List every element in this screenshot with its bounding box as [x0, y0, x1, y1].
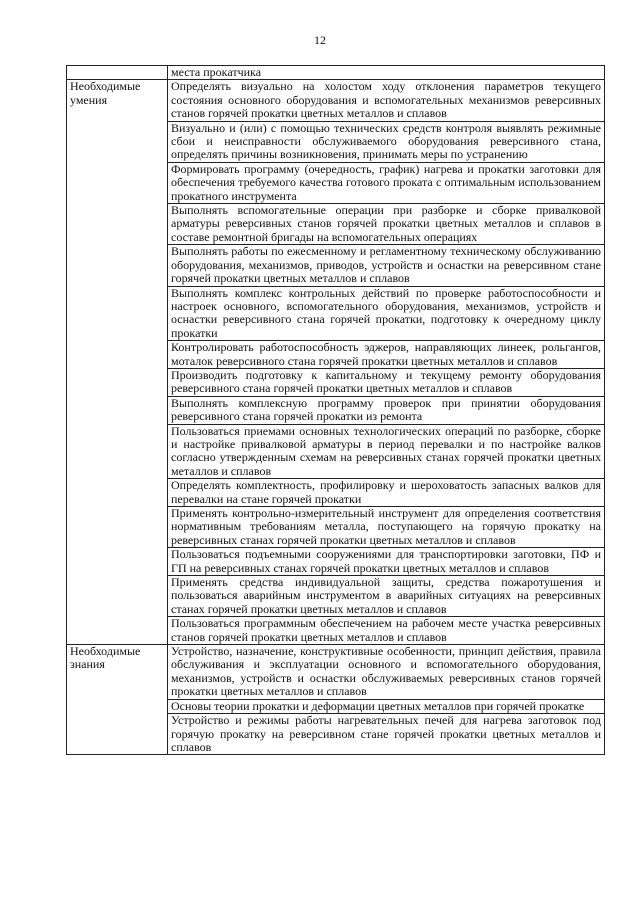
requirement-item: Контролировать работоспособность эджеров, направляющих линеек, рольгангов, моталок реверсивного стана горячей прокатки цветных металлов и сплавов — [168, 341, 605, 369]
table-row — [67, 645, 605, 700]
requirement-item: Устройство и режимы работы нагревательных печей для нагрева заготовок под горячую прокатку на реверсивном стане горячей прокатки цветных металлов и сплавов — [168, 714, 605, 755]
requirement-item: Пользоваться приемами основных технологических операций по разборке, сборке и настройке привалковой арматуры в период перевалки и по настройке валков согласно утвержденным схемам на реверсивных станах горячей прокатки цветных металлов и сплавов — [168, 424, 605, 479]
requirement-item: Устройство, назначение, конструктивные особенности, принцип действия, правила обслуживания и эксплуатации основного и вспомогательного оборудования, механизмов, устройств и оснастки обслуживаемых реверсивных станов горячей прокатки цветных металлов и сплавов — [168, 645, 605, 700]
section-label — [67, 66, 168, 80]
requirements-table-body — [67, 66, 605, 755]
page-number: 12 — [314, 33, 326, 47]
requirement-item: Выполнять комплекс контрольных действий по проверке работоспособности и настроек основного, вспомогательного оборудования, механизмов, устройств и оснастки реверсивного стана горячей прокатки, подготовку к очередному циклу прокатки — [168, 286, 605, 341]
requirement-item: Выполнять комплексную программу проверок при принятии оборудования реверсивного стана горячей прокатки из ремонта — [168, 396, 605, 424]
requirement-item: Пользоваться подъемными сооружениями для транспортировки заготовки, ПФ и ГП на реверсивных станах горячей прокатки цветных металлов и сплавов — [168, 548, 605, 576]
requirements-table — [66, 65, 605, 755]
table-row — [67, 80, 605, 121]
requirement-item: Пользоваться программным обеспечением на рабочем месте участка реверсивных станов горячей прокатки цветных металлов и сплавов — [168, 617, 605, 645]
requirement-item: Определять визуально на холостом ходу отклонения параметров текущего состояния основного оборудования и вспомогательных механизмов реверсивных станов горячей прокатки цветных металлов и сплавов — [168, 80, 605, 121]
requirement-item: Визуально и (или) с помощью технических средств контроля выявлять режимные сбои и неисправности обслуживаемого оборудования реверсивного стана, определять причины возникновения, принимать меры по устранению — [168, 121, 605, 162]
requirement-item: места прокатчика — [168, 66, 605, 80]
section-label: Необходимые знания — [67, 645, 168, 755]
requirement-item: Применять средства индивидуальной защиты, средства пожаротушения и пользоваться аварийным инструментом в аварийных ситуациях на реверсивных станах горячей прокатки цветных металлов и сплавов — [168, 576, 605, 617]
requirement-item: Производить подготовку к капитальному и текущему ремонту оборудования реверсивного стана горячей прокатки цветных металлов и сплавов — [168, 368, 605, 396]
requirement-item: Выполнять вспомогательные операции при разборке и сборке привалковой арматуры реверсивных станов горячей прокатки цветных металлов и сплавов в составе ремонтной бригады на вспомогательных операциях — [168, 204, 605, 245]
table-row — [67, 66, 605, 80]
requirement-item: Основы теории прокатки и деформации цветных металлов при горячей прокатке — [168, 699, 605, 713]
section-label: Необходимые умения — [67, 80, 168, 645]
requirement-item: Формировать программу (очередность, график) нагрева и прокатки заготовки для обеспечения требуемого качества готового проката с оптимальным использованием прокатного инструмента — [168, 162, 605, 203]
requirement-item: Определять комплектность, профилировку и шероховатость запасных валков для перевалки на стане горячей прокатки — [168, 479, 605, 507]
requirement-item: Применять контрольно-измерительный инструмент для определения соответствия нормативным требованиям металла, поступающего на горячую прокатку на реверсивных станах горячей прокатки цветных металлов и сплавов — [168, 507, 605, 548]
requirement-item: Выполнять работы по ежесменному и регламентному техническому обслуживанию оборудования, механизмов, приводов, устройств и оснастки на реверсивном стане горячей прокатки цветных металлов и сплавов — [168, 245, 605, 286]
